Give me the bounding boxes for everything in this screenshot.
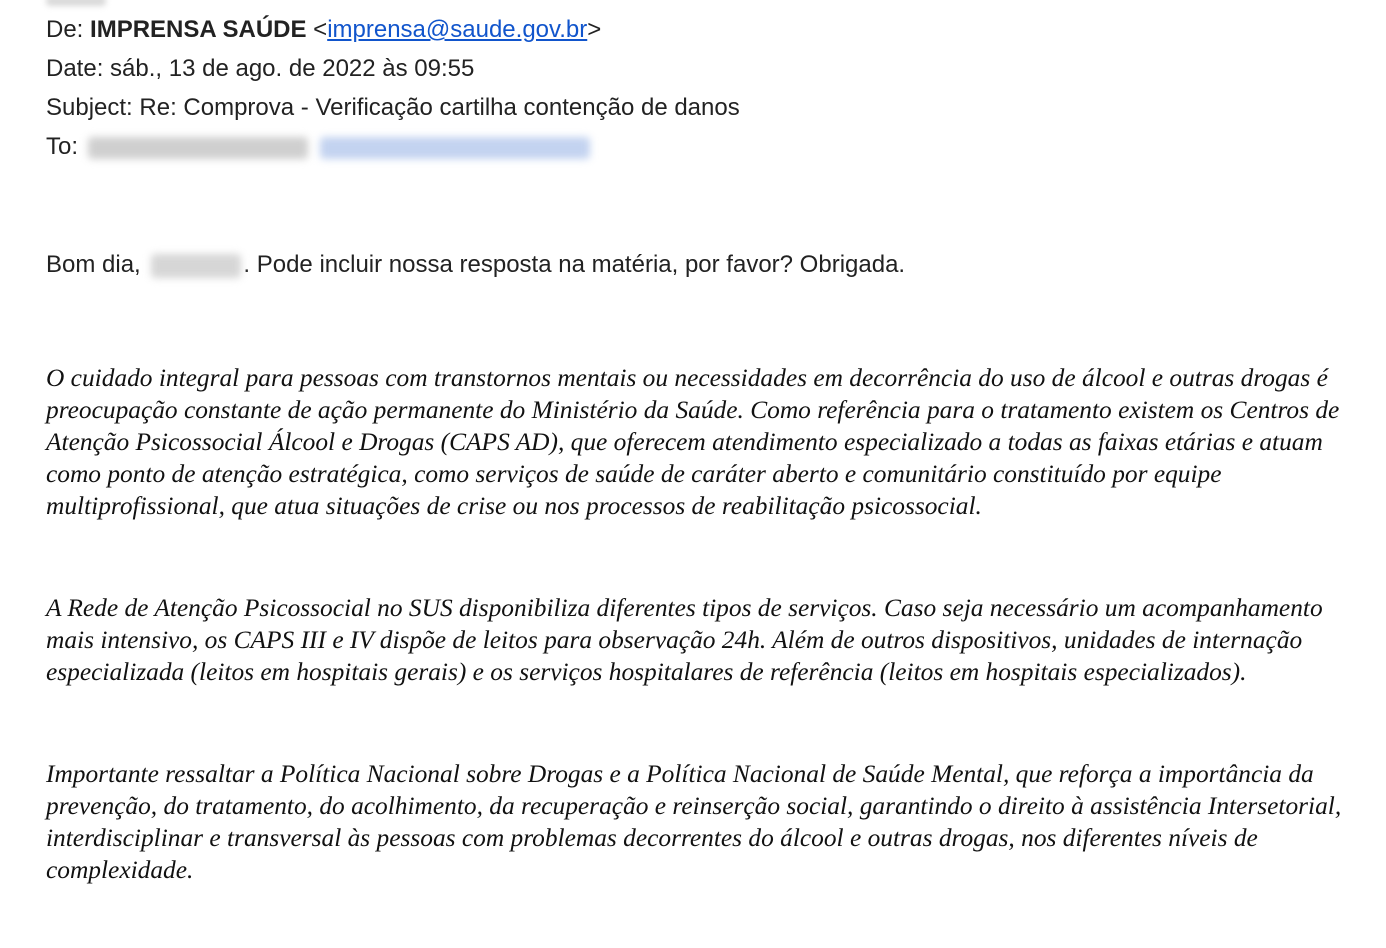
email-open-bracket: < [313, 16, 328, 43]
redacted-recipient-email [320, 137, 590, 159]
date-label: Date: [46, 55, 104, 82]
from-line [46, 15, 601, 45]
redacted-name [151, 254, 241, 278]
subject-value: Re: Comprova - Verificação cartilha contenção de danos [139, 94, 740, 121]
redacted-block [46, 0, 106, 6]
sender-name: IMPRENSA SAÚDE [90, 16, 307, 43]
body-paragraph-3: Importante ressaltar a Política Nacional sobre Drogas e a Política Nacional de Saúde Mental, que reforça a importância da prevenção, do tratamento, do acolhimento, da recuperação e reinserção social, garantindo o direito à assistência Intersetorial, interdisciplinar e transversal às pessoas com problemas decorrentes do álcool e outras drogas, nos diferentes níveis de complexidade. [46, 760, 1342, 884]
subject-label: Subject: [46, 94, 133, 121]
from-label: De: [46, 16, 84, 43]
subject-line [46, 93, 740, 123]
to-line [46, 132, 590, 162]
email-close-bracket: > [587, 16, 602, 43]
greeting-text-before: Bom dia, [46, 251, 141, 278]
redacted-recipient-name [88, 137, 308, 159]
to-label: To: [46, 133, 79, 160]
body-paragraph-2: A Rede de Atenção Psicossocial no SUS disponibiliza diferentes tipos de serviços. Caso seja necessário um acompanhamento mais intensivo, os CAPS III e IV dispõe de leitos para observação 24h. Além de outros dispositivos, unidades de internação especializada (leitos em hospitais gerais) e os serviços hospitalares de referência (leitos em hospitais especializados). [46, 594, 1323, 686]
greeting-text-after: . Pode incluir nossa resposta na matéria, por favor? Obrigada. [243, 251, 906, 278]
greeting-line [46, 250, 905, 280]
date-value: sáb., 13 de ago. de 2022 às 09:55 [110, 55, 475, 82]
body-paragraph-1: O cuidado integral para pessoas com transtornos mentais ou necessidades em decorrência do uso de álcool e outras drogas é preocupação constante de ação permanente do Ministério da Saúde. Como referência para o tratamento existem os Centros de Atenção Psicossocial Álcool e Drogas (CAPS AD), que oferecem atendimento especializado a todas as faixas etárias e atuam como ponto de atenção estratégica, como serviços de saúde de caráter aberto e comunitário constituído por equipe multiprofissional, que atua situações de crise ou nos processos de reabilitação psicossocial. [46, 364, 1340, 520]
previous-header-line-cut [46, 0, 106, 6]
sender-email-link[interactable]: imprensa@saude.gov.br [327, 16, 588, 43]
date-line [46, 54, 474, 84]
